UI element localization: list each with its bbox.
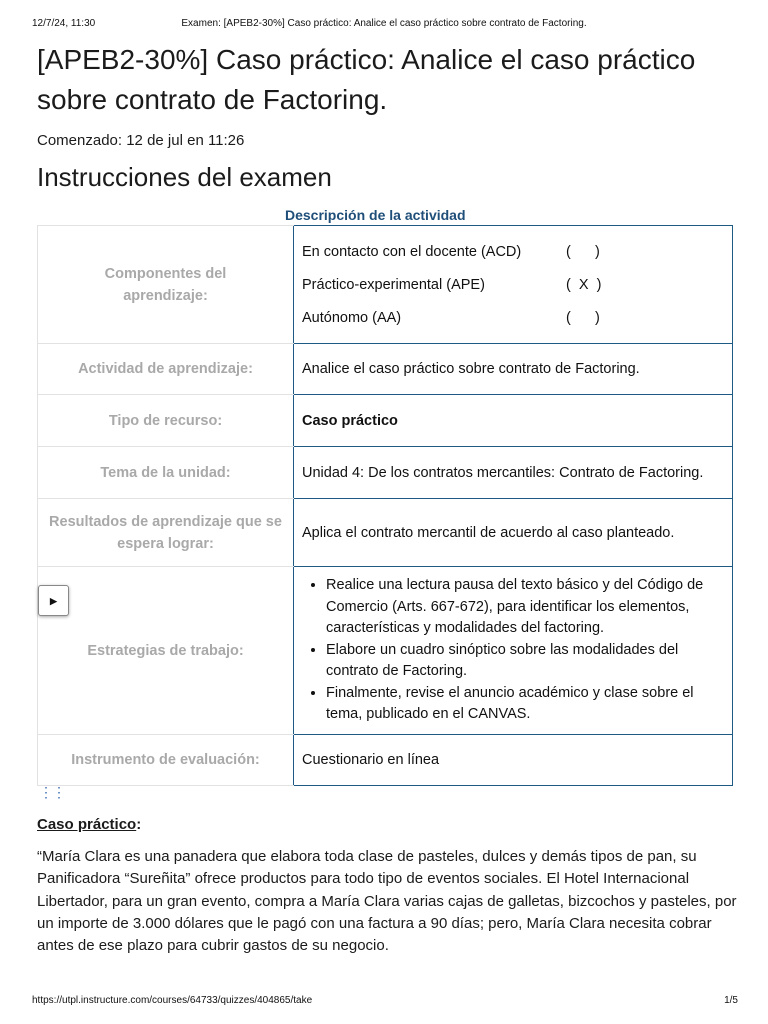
quiz-content — [37, 40, 737, 786]
case-heading-colon: : — [136, 816, 142, 833]
component-item — [302, 235, 724, 268]
strategies-list — [302, 575, 724, 726]
row-evaluation — [38, 735, 733, 786]
learning-results-label: Resultados de aprendizaje que se espera lograr: — [38, 499, 294, 567]
row-learning-results — [38, 499, 733, 567]
strategies-label-cell — [38, 567, 294, 735]
row-strategies — [38, 567, 733, 735]
component-name: Práctico-experimental (APE) — [302, 276, 485, 293]
resource-type-value: Caso práctico — [294, 395, 733, 447]
component-mark: ( X ) — [566, 276, 602, 293]
component-mark: ( ) — [566, 243, 600, 260]
component-name: Autónomo (AA) — [302, 309, 402, 326]
drag-handle-icon[interactable]: ⋮⋮ — [39, 784, 65, 800]
strategies-label: Estrategias de trabajo: — [87, 642, 244, 659]
play-button[interactable] — [38, 585, 69, 616]
print-title: Examen: [APEB2-30%] Caso práctico: Analice el caso práctico sobre contrato de Factoring. — [181, 18, 587, 29]
component-item — [302, 301, 724, 334]
page-number: 1/5 — [724, 995, 738, 1006]
unit-topic-label: Tema de la unidad: — [38, 447, 294, 499]
evaluation-value: Cuestionario en línea — [294, 735, 733, 786]
print-datetime: 12/7/24, 11:30 — [32, 18, 96, 29]
strategies-cell — [294, 567, 733, 735]
quiz-title: [APEB2-30%] Caso práctico: Analice el caso práctico sobre contrato de Factoring. — [37, 44, 696, 115]
resource-type-label: Tipo de recurso: — [38, 395, 294, 447]
component-mark: ( ) — [566, 309, 600, 326]
row-components — [38, 226, 733, 344]
component-item — [302, 268, 724, 301]
case-text: “María Clara es una panadera que elabora toda clase de pasteles, dulces y demás tipos de pan, su Panificadora “Sureñita” ofrece productos para todo tipo de eventos sociales. El Hotel Internacional Libertador, para un gran evento, compra a María Clara varias cajas de galletas, bizcochos y pasteles, por un importe de 3.000 dólares que le pagó con una factura a 90 días; pero, María Clara necesita cobrar antes de ese plazo para cubrir gastos de su negocio. — [37, 848, 737, 955]
list-item: • Finalmente, revise el anuncio académico y clase sobre el tema, publicado en el CANVAS. — [326, 683, 724, 726]
components-cell — [294, 226, 733, 344]
list-item: • Elabore un cuadro sinóptico sobre las modalidades del contrato de Factoring. — [326, 640, 724, 683]
list-item: • Realice una lectura pausa del texto básico y del Código de Comercio (Arts. 667-672), para identificar los elementos, características y modalidades del factoring. — [326, 575, 724, 640]
started-info: Comenzado: 12 de jul en 11:26 — [37, 132, 245, 149]
activity-description-heading: Descripción de la actividad — [285, 207, 466, 223]
instructions-heading: Instrucciones del examen — [37, 162, 332, 192]
learning-activity-value: Analice el caso práctico sobre contrato de Factoring. — [294, 344, 733, 395]
page-url: https://utpl.instructure.com/courses/64733/quizzes/404865/take — [32, 995, 313, 1006]
case-heading-text: Caso práctico — [37, 816, 137, 833]
row-resource-type — [38, 395, 733, 447]
evaluation-label: Instrumento de evaluación: — [38, 735, 294, 786]
activity-table — [37, 225, 733, 786]
component-name: En contacto con el docente (ACD) — [302, 243, 522, 260]
row-unit-topic — [38, 447, 733, 499]
case-heading — [37, 816, 141, 833]
unit-topic-value: Unidad 4: De los contratos mercantiles: Contrato de Factoring. — [294, 447, 733, 499]
components-label: Componentes del aprendizaje: — [38, 226, 294, 344]
row-learning-activity — [38, 344, 733, 395]
learning-results-value: Aplica el contrato mercantil de acuerdo al caso planteado. — [294, 499, 733, 567]
play-icon: ▶ — [50, 595, 57, 606]
learning-activity-label: Actividad de aprendizaje: — [38, 344, 294, 395]
